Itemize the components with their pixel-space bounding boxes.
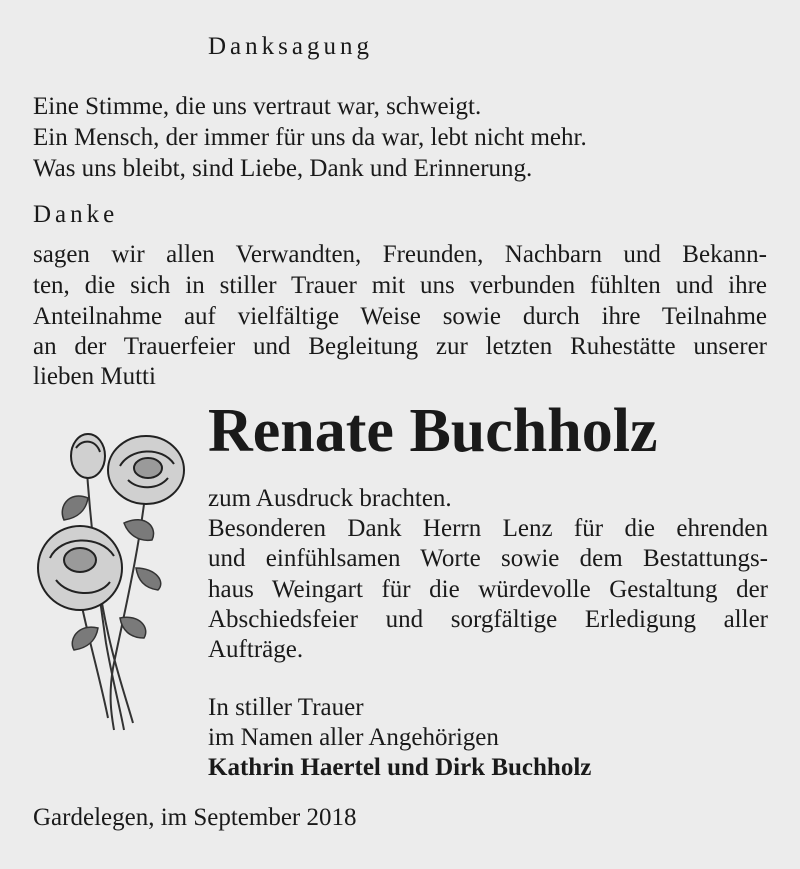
poem-line-3: Was uns bleibt, sind Liebe, Dank und Erinnerung. <box>33 155 533 182</box>
body-line-4: haus Weingart für die würdevolle Gestaltung der <box>208 576 768 603</box>
closing-line-1: In stiller Trauer <box>208 694 364 721</box>
poem-line-2: Ein Mensch, der immer für uns da war, lebt nicht mehr. <box>33 124 587 151</box>
poem-line-1: Eine Stimme, die uns vertraut war, schweigt. <box>33 93 482 120</box>
intro-line-1: sagen wir allen Verwandten, Freunden, Nachbarn und Bekann- <box>33 241 767 268</box>
intro-line-2: ten, die sich in stiller Trauer mit uns verbunden fühlten und ihre <box>33 272 767 299</box>
body-line-3: und einfühlsamen Worte sowie dem Bestattungs- <box>208 545 768 572</box>
body-line-2: Besonderen Dank Herrn Lenz für die ehrenden <box>208 515 768 542</box>
closing-line-2: im Namen aller Angehörigen <box>208 724 499 751</box>
deceased-name: Renate Buchholz <box>208 397 658 465</box>
intro-line-5: lieben Mutti <box>33 363 156 390</box>
intro-line-3: Anteilnahme auf vielfältige Weise sowie durch ihre Teilnahme <box>33 303 767 330</box>
roses-icon <box>28 418 203 733</box>
intro-line-4: an der Trauerfeier und Begleitung zur letzten Ruhestätte unserer <box>33 333 767 360</box>
body-line-6: Aufträge. <box>208 636 304 663</box>
place-date: Gardelegen, im September 2018 <box>33 804 357 831</box>
heading-danksagung: Danksagung <box>208 33 373 60</box>
body-line-5: Abschiedsfeier und sorgfältige Erledigung aller <box>208 606 768 633</box>
signatories: Kathrin Haertel und Dirk Buchholz <box>208 754 592 781</box>
body-line-1: zum Ausdruck brachten. <box>208 485 452 512</box>
heading-danke: Danke <box>33 201 119 228</box>
